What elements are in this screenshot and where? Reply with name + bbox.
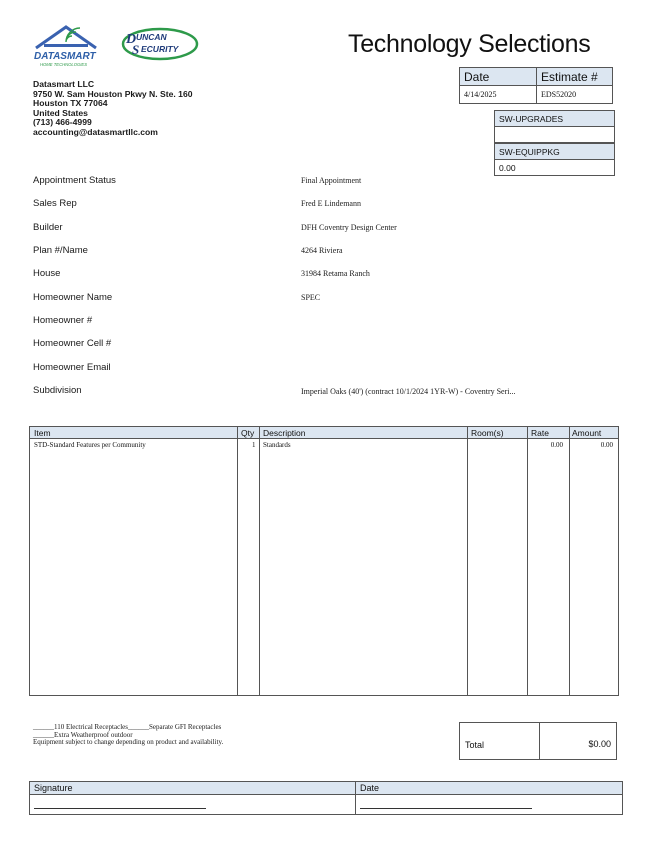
date-estimate-box (459, 67, 613, 104)
company-phone: (713) 466-4999 (33, 117, 92, 128)
column-divider (569, 427, 570, 695)
company-city: Houston TX 77064 (33, 98, 108, 109)
datasmart-logo (30, 22, 116, 68)
column-divider (467, 427, 468, 695)
info-label-appointment-status: Appointment Status (33, 175, 116, 186)
sw-equippkg-label: SW-EQUIPPKG (495, 144, 615, 160)
info-label-homeowner-number: Homeowner # (33, 315, 93, 326)
datasmart-wordmark: DATASMART (34, 51, 96, 62)
column-divider (527, 427, 528, 695)
notes-block (33, 724, 223, 747)
header-rate: Rate (531, 428, 549, 438)
info-value-appointment-status: Final Appointment (301, 176, 362, 185)
datasmart-tagline: HOME TECHNOLOGIES (40, 62, 87, 67)
column-divider (259, 427, 260, 695)
items-table (29, 426, 619, 696)
security-wordmark: ECURITY (141, 44, 179, 54)
header-rooms: Room(s) (471, 428, 504, 438)
row-description: Standards (263, 441, 291, 449)
info-value-house: 31984 Retama Ranch (301, 269, 370, 278)
notes-line: ______Extra Weatherproof outdoor (33, 730, 133, 739)
company-address (33, 80, 193, 138)
sw-equippkg-box (494, 143, 615, 176)
estimate-header: Estimate # (537, 68, 613, 86)
sw-upgrades-box (494, 110, 615, 143)
notes-line: Equipment subject to change depending on product and availability. (33, 738, 224, 747)
info-label-sales-rep: Sales Rep (33, 198, 77, 209)
company-name: Datasmart LLC (33, 79, 95, 89)
info-label-homeowner-name: Homeowner Name (33, 292, 113, 303)
total-box (459, 722, 617, 760)
info-label-house: House (33, 268, 61, 279)
date-header: Date (460, 68, 537, 86)
signature-divider (355, 782, 356, 814)
header-amount: Amount (572, 428, 602, 438)
signature-label: Signature (34, 783, 73, 793)
signature-box (29, 781, 623, 815)
document-title: Technology Selections (348, 30, 591, 58)
notes-line: ______110 Electrical Receptacles______Separate GFI Receptacles (33, 723, 222, 731)
info-label-homeowner-email: Homeowner Email (33, 362, 111, 373)
info-label-builder: Builder (33, 222, 63, 233)
signature-line[interactable] (34, 808, 206, 809)
info-label-subdivision: Subdivision (33, 385, 82, 396)
company-street: 9750 W. Sam Houston Pkwy N. Ste. 160 (33, 88, 193, 99)
total-label: Total (465, 740, 485, 750)
info-value-plan: 4264 Riviera (301, 246, 343, 255)
total-value: $0.00 (588, 739, 611, 749)
row-qty: 1 (252, 441, 256, 449)
sw-equippkg-value: 0.00 (495, 160, 615, 176)
row-item: STD-Standard Features per Community (34, 441, 146, 449)
header-description: Description (263, 428, 306, 438)
date-value: 4/14/2025 (460, 86, 537, 104)
header-qty: Qty (241, 428, 255, 438)
items-table-header (30, 427, 618, 439)
signature-header (30, 782, 622, 795)
svg-text:D: D (126, 32, 137, 47)
column-divider (237, 427, 238, 695)
info-label-plan: Plan #/Name (33, 245, 88, 256)
duncan-security-logo (120, 24, 200, 64)
estimate-value: EDS52020 (537, 86, 613, 104)
info-value-builder: DFH Coventry Design Center (301, 223, 397, 232)
row-rate: 0.00 (550, 441, 563, 449)
info-value-sales-rep: Fred E Lindemann (301, 199, 361, 208)
company-email: accounting@datasmartllc.com (33, 126, 158, 137)
total-divider (539, 723, 540, 759)
sw-upgrades-value (495, 127, 615, 143)
info-value-homeowner-name: SPEC (301, 293, 321, 302)
header-item: Item (34, 428, 51, 438)
signature-date-line[interactable] (360, 808, 532, 809)
duncan-wordmark: UNCAN (136, 32, 167, 42)
signature-date-label: Date (360, 783, 380, 793)
svg-text:S: S (132, 42, 140, 57)
company-country: United States (33, 107, 88, 118)
sw-upgrades-label: SW-UPGRADES (495, 111, 615, 127)
info-value-subdivision: Imperial Oaks (40') (contract 10/1/2024 1YR-W) - Coventry Seri... (301, 387, 516, 396)
row-amount: 0.00 (600, 441, 613, 449)
info-label-homeowner-cell: Homeowner Cell # (33, 338, 112, 349)
